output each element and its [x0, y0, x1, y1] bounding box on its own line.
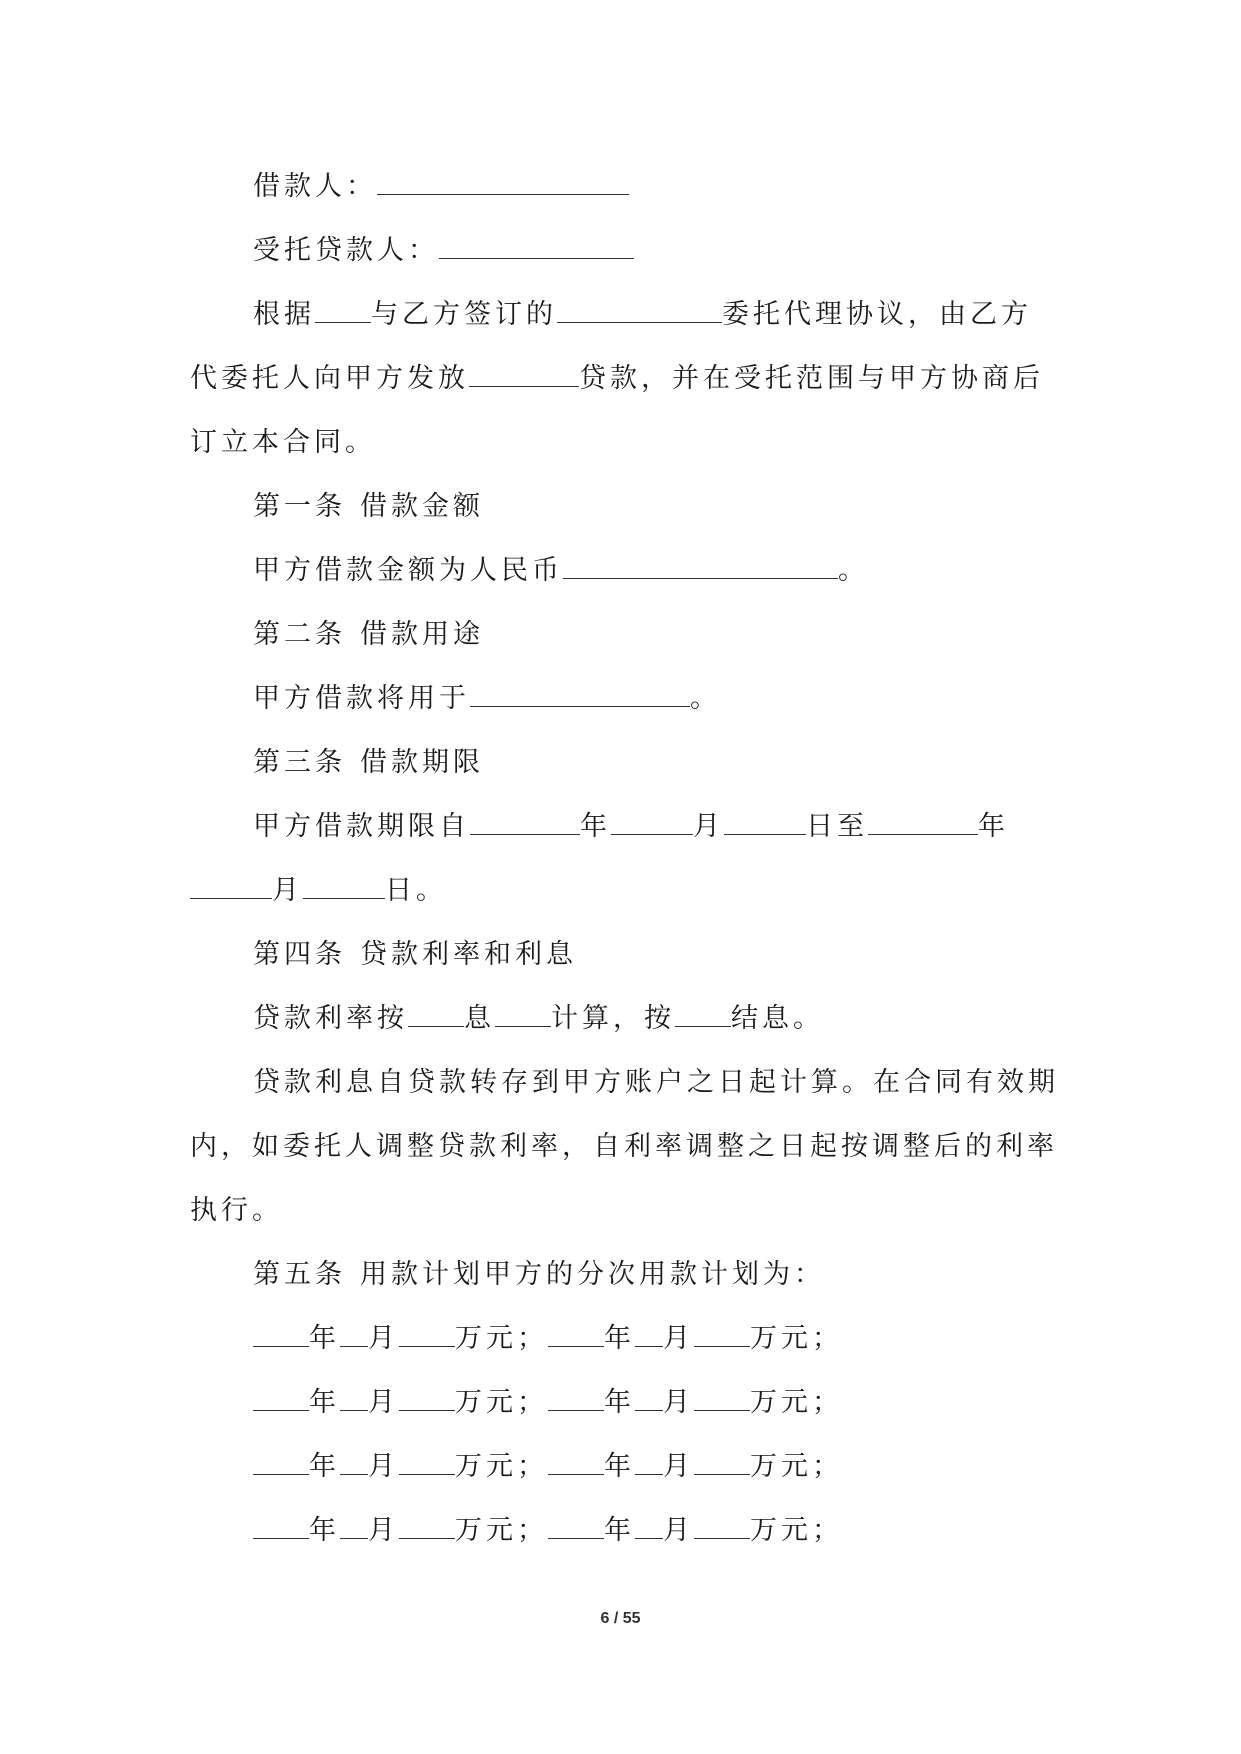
blank-field	[469, 364, 579, 387]
blank-field	[694, 1516, 750, 1539]
preamble-text: 订立本合同。	[190, 427, 376, 458]
purpose-blank	[470, 684, 690, 707]
blank-field	[303, 876, 385, 899]
blank-field	[635, 1452, 663, 1475]
plan-text: 万元；	[750, 1387, 843, 1418]
plan-row	[190, 1371, 1055, 1435]
article-text: 年	[978, 811, 1009, 842]
article-text: 结息。	[731, 1003, 824, 1034]
blank-field	[611, 812, 693, 835]
preamble-line-1	[190, 283, 1055, 347]
preamble-text: 代委托人向甲方发放	[190, 363, 469, 394]
blank-field	[340, 1452, 368, 1475]
article-4-rate-line	[190, 987, 1055, 1051]
punctuation: 。	[838, 555, 869, 586]
plan-text: 月	[368, 1515, 399, 1546]
borrower-label: 借款人：	[253, 171, 377, 202]
blank-field	[340, 1388, 368, 1411]
plan-row	[190, 1435, 1055, 1499]
blank-field	[694, 1324, 750, 1347]
plan-text: 万元；	[455, 1451, 548, 1482]
blank-field	[724, 812, 806, 835]
plan-text: 年	[604, 1451, 635, 1482]
article-text: 甲方借款期限自	[253, 811, 470, 842]
article-text: 甲方借款将用于	[253, 683, 470, 714]
plan-text: 月	[368, 1323, 399, 1354]
article-title: 借款期限	[360, 747, 484, 778]
plan-text: 月	[368, 1387, 399, 1418]
amount-blank	[563, 556, 838, 579]
blank-field	[495, 1004, 551, 1027]
plan-text: 月	[663, 1323, 694, 1354]
blank-field	[548, 1452, 604, 1475]
blank-field	[253, 1452, 309, 1475]
plan-text: 年	[309, 1323, 340, 1354]
blank-field	[399, 1324, 455, 1347]
preamble-text: 贷款，并在受托范围与甲方协商后	[579, 363, 1044, 394]
blank-field	[868, 812, 978, 835]
blank-field	[557, 300, 722, 323]
blank-field	[694, 1452, 750, 1475]
article-5-heading	[190, 1243, 1055, 1307]
article-text: 贷款利率按	[253, 1003, 408, 1034]
article-title: 贷款利率和利息	[360, 939, 577, 970]
preamble-line-2	[190, 347, 1055, 411]
article-text: 计算，按	[551, 1003, 675, 1034]
preamble-line-3	[190, 411, 1055, 475]
article-title: 借款金额	[360, 491, 484, 522]
article-1-text	[190, 539, 1055, 603]
plan-text: 年	[309, 1387, 340, 1418]
article-number: 第四条	[253, 939, 346, 970]
plan-text: 年	[604, 1387, 635, 1418]
blank-field	[635, 1388, 663, 1411]
plan-text: 年	[604, 1515, 635, 1546]
article-title: 借款用途	[360, 619, 484, 650]
plan-text: 月	[663, 1451, 694, 1482]
blank-field	[399, 1388, 455, 1411]
plan-text: 月	[663, 1387, 694, 1418]
plan-text: 万元；	[750, 1323, 843, 1354]
article-title: 用款计划甲方的分次用款计划为：	[360, 1259, 825, 1290]
plan-text: 万元；	[455, 1387, 548, 1418]
article-4-heading	[190, 923, 1055, 987]
article-2-text	[190, 667, 1055, 731]
article-text: 月	[272, 875, 303, 906]
article-number: 第五条	[253, 1259, 346, 1290]
plan-row	[190, 1499, 1055, 1563]
blank-field	[340, 1516, 368, 1539]
plan-text: 万元；	[455, 1323, 548, 1354]
trustee-line	[190, 219, 1055, 283]
plan-text: 万元；	[455, 1515, 548, 1546]
blank-field	[340, 1324, 368, 1347]
blank-field	[675, 1004, 731, 1027]
blank-field	[253, 1388, 309, 1411]
blank-field	[399, 1516, 455, 1539]
blank-field	[694, 1388, 750, 1411]
article-text: 月	[693, 811, 724, 842]
plan-text: 万元；	[750, 1451, 843, 1482]
preamble-text: 委托代理协议，由乙方	[722, 299, 1032, 330]
article-text: 日至	[806, 811, 868, 842]
borrower-blank	[377, 172, 629, 195]
blank-field	[548, 1324, 604, 1347]
plan-text: 月	[368, 1451, 399, 1482]
article-3-line-1	[190, 795, 1055, 859]
page-number: 6 / 55	[600, 1610, 641, 1627]
blank-field	[548, 1388, 604, 1411]
plan-text: 年	[309, 1451, 340, 1482]
article-3-line-2	[190, 859, 1055, 923]
contract-body	[190, 155, 1059, 1563]
blank-field	[470, 812, 580, 835]
plan-text: 年	[604, 1323, 635, 1354]
plan-text: 年	[309, 1515, 340, 1546]
article-4-para-line-3	[190, 1179, 1055, 1243]
blank-field	[399, 1452, 455, 1475]
blank-field	[190, 876, 272, 899]
article-1-heading	[190, 475, 1055, 539]
article-2-heading	[190, 603, 1055, 667]
trustee-blank	[439, 236, 634, 259]
article-number: 第一条	[253, 491, 346, 522]
blank-field	[253, 1324, 309, 1347]
article-4-para-line-2	[190, 1115, 1058, 1179]
article-text: 甲方借款金额为人民币	[253, 555, 563, 586]
punctuation: 。	[690, 683, 721, 714]
plan-text: 月	[663, 1515, 694, 1546]
blank-field	[253, 1516, 309, 1539]
blank-field	[635, 1324, 663, 1347]
blank-field	[315, 300, 371, 323]
article-text: 贷款利息自贷款转存到甲方账户之日起计算。在合同有效期	[253, 1067, 1059, 1098]
article-text: 息	[464, 1003, 495, 1034]
blank-field	[635, 1516, 663, 1539]
borrower-line	[190, 155, 1055, 219]
preamble-text: 与乙方签订的	[371, 299, 557, 330]
blank-field	[548, 1516, 604, 1539]
article-text: 年	[580, 811, 611, 842]
article-text: 内，如委托人调整贷款利率，自利率调整之日起按调整后的利率	[190, 1131, 1058, 1162]
blank-field	[408, 1004, 464, 1027]
article-number: 第二条	[253, 619, 346, 650]
article-number: 第三条	[253, 747, 346, 778]
plan-text: 万元；	[750, 1515, 843, 1546]
article-4-para-line-1	[190, 1051, 1059, 1115]
trustee-label: 受托贷款人：	[253, 235, 439, 266]
article-text: 日。	[385, 875, 447, 906]
preamble-text: 根据	[253, 299, 315, 330]
plan-row	[190, 1307, 1055, 1371]
article-3-heading	[190, 731, 1055, 795]
article-text: 执行。	[190, 1195, 283, 1226]
